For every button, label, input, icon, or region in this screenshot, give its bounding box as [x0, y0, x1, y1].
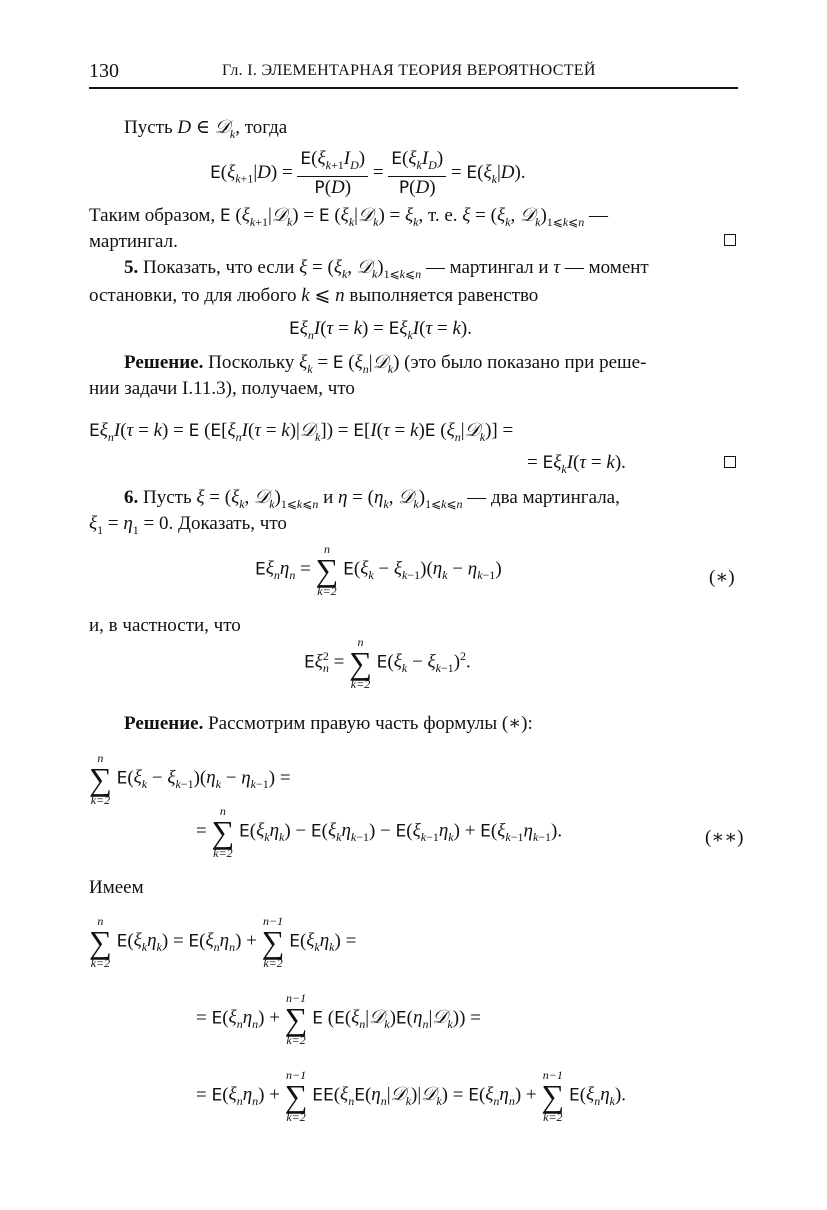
- text-span: Пусть: [124, 117, 173, 138]
- text-line: Таким образом, E $(\xi_{k+1}|𝒟_k) = E$ $(\xi_k|𝒟_k) = \xi_k$, т. е. $\xi = (\xi_k$, $𝒟_k)_{1⩽k⩽n}$ —: [89, 205, 608, 229]
- text-line: 5. Показать, что если $\xi = (\xi_k$, $𝒟_k)_{1⩽k⩽n}$ — мартингал и τ — момент: [124, 257, 649, 281]
- qed-square: [724, 234, 736, 246]
- text-span: (это было показано при реше-: [404, 352, 647, 373]
- text-line: Решение. Поскольку $\xi_k = E$ $(\xi_n|𝒟_k)$ (это было показано при реше-: [124, 352, 647, 376]
- equation: $E\xi_n\eta_n$ = n ∑ k=2 $E(\xi_k - \xi_{k-1})(\eta_k - \eta_{k-1})$: [255, 542, 502, 598]
- equation: = $E\xi_kI(\tau = k)$.: [527, 452, 626, 476]
- text-span: Пусть: [143, 487, 192, 508]
- running-title: Гл. I. ЭЛЕМЕНТАРНАЯ ТЕОРИЯ ВЕРОЯТНОСТЕЙ: [222, 62, 596, 79]
- problem-number: 6.: [124, 487, 139, 508]
- text-span: Показать, что если: [143, 257, 295, 278]
- header-rule: [89, 87, 738, 89]
- solution-label: Решение.: [124, 352, 204, 373]
- text-span: и: [323, 487, 334, 508]
- solution-label: Решение.: [124, 713, 204, 734]
- text-line: и, в частности, что: [89, 615, 241, 636]
- equation: $E(\xi_{k+1}|D)$ = $\frac{E(\xi_{k+1}I_D)}{P(D)}$ = $\frac{E(\xi_kI_D)}{P(D)}$ = $E(\xi_k|D)$.: [210, 148, 526, 198]
- text-span: . Доказать, что: [168, 513, 287, 534]
- text-span: Поскольку: [208, 352, 295, 373]
- text-line: Пусть D ∈ 𝒟$_k$, тогда: [124, 117, 288, 141]
- text-span: остановки, то для любого: [89, 285, 297, 306]
- text-line: остановки, то для любого k ⩽ n выполняется равенство: [89, 285, 539, 306]
- equation: = $E(\xi_n\eta_n)$ + n−1 ∑ k=2 E $(E(\xi_n|𝒟_k)E(\eta_n|𝒟_k))$ =: [196, 991, 481, 1047]
- text-line: 6. Пусть $\xi = (\xi_k$, $𝒟_k)_{1⩽k⩽n}$ и $\eta = (\eta_k$, $𝒟_k)_{1⩽k⩽n}$ — два мартингала,: [124, 487, 620, 511]
- text-line: [124, 712, 533, 735]
- text-span: — мартингал и: [425, 257, 549, 278]
- equation: = n ∑ k=2 $E(\xi_k\eta_k) - E(\xi_k\eta_{k-1}) - E(\xi_{k-1}\eta_k) + E(\xi_{k-1}\eta_{k-1})$.: [196, 804, 563, 860]
- problem-number: 5.: [124, 257, 139, 278]
- qed-square: [724, 456, 736, 468]
- text-line: $\xi_1 = \eta_1 = 0$. Доказать, что: [89, 513, 287, 537]
- text-span: , т. е.: [418, 205, 458, 226]
- text-span: , тогда: [235, 117, 288, 138]
- equation: n ∑ k=2 $E(\xi_k\eta_k) = E(\xi_n\eta_n)$ + n−1 ∑ k=2 $E(\xi_k\eta_k)$ =: [89, 914, 357, 970]
- text-line: Имеем: [89, 877, 144, 898]
- text-span: выполняется равенство: [349, 285, 539, 306]
- text-span: — два мартингала,: [467, 487, 620, 508]
- equation: = $E(\xi_n\eta_n)$ + n−1 ∑ k=2 $EE(\xi_nE(\eta_n|𝒟_k)|𝒟_k) = E(\xi_n\eta_n)$ + n−1 ∑ k=2 $E(\xi_n\eta_k)$.: [196, 1068, 627, 1124]
- equation: n ∑ k=2 $E(\xi_k - \xi_{k-1})(\eta_k - \eta_{k-1})$ =: [89, 751, 291, 807]
- equation-label: (∗∗): [705, 827, 744, 848]
- text-span: — момент: [564, 257, 649, 278]
- text-span: Таким образом,: [89, 205, 216, 226]
- text-line: нии задачи I.11.3), получаем, что: [89, 378, 355, 399]
- equation: $E\xi_nI(\tau = k) = E\xi_kI(\tau = k)$.: [289, 318, 472, 342]
- equation: $E\xi^2_n$ = n ∑ k=2 $E(\xi_k - \xi_{k-1})^2$.: [304, 635, 471, 691]
- equation-label: (∗): [709, 567, 735, 588]
- text-span: Рассмотрим правую часть формулы (∗):: [208, 713, 533, 734]
- page-number: 130: [89, 60, 119, 82]
- equation: $E\xi_nI(\tau = k) = E$ ($E[\xi_nI(\tau$ = k)|𝒟$_k$]) = E[I(τ = k)E $(\xi_n|𝒟_k)$] =: [89, 420, 514, 444]
- text-line: мартингал.: [89, 231, 178, 252]
